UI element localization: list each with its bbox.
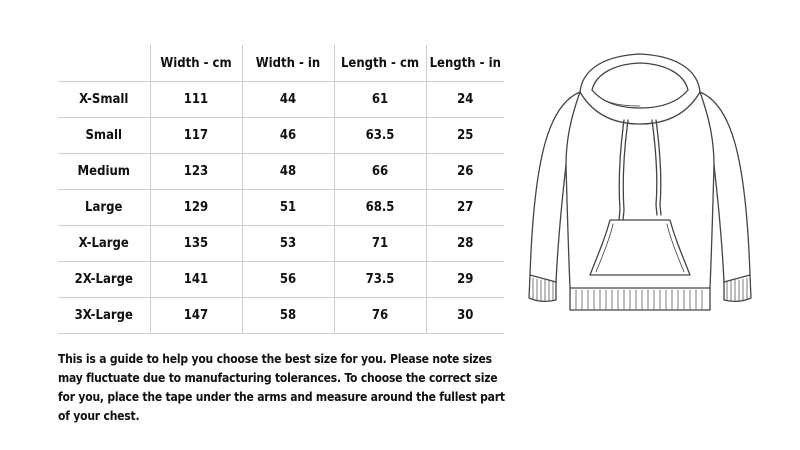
table-row [58,262,504,298]
width-in-cell: 53 [242,226,334,262]
size-label-cell: 2X-Large [58,262,150,298]
table-row [58,226,504,262]
width-in-cell: 56 [242,262,334,298]
width-cm-cell: 111 [150,82,242,118]
length-in-cell: 28 [426,226,504,262]
size-label-cell: 3X-Large [58,298,150,334]
table-row [58,190,504,226]
length-cm-cell: 66 [334,154,426,190]
width-in-cell: 51 [242,190,334,226]
width-in-cell: 46 [242,118,334,154]
length-cm-cell: 71 [334,226,426,262]
length-cm-cell: 76 [334,298,426,334]
table-row [58,118,504,154]
width-in-cell: 48 [242,154,334,190]
length-in-cell: 27 [426,190,504,226]
header-cell-width-in: Width - in [242,45,334,82]
length-cm-cell: 61 [334,82,426,118]
length-in-cell: 30 [426,298,504,334]
header-row [58,45,504,82]
header-cell-width-cm: Width - cm [150,45,242,82]
width-cm-cell: 147 [150,298,242,334]
length-in-cell: 26 [426,154,504,190]
width-in-cell: 44 [242,82,334,118]
size-label-cell: X-Small [58,82,150,118]
width-cm-cell: 123 [150,154,242,190]
size-label-cell: Large [58,190,150,226]
length-in-cell: 25 [426,118,504,154]
width-cm-cell: 117 [150,118,242,154]
size-guide-note: This is a guide to help you choose the best size for you. Please note sizes may fluctuate due to manufacturing tolerances. To choose the correct size for you, place the tape under the arms and measure around the fullest part of your chest. [58,352,505,423]
width-cm-cell: 135 [150,226,242,262]
header-cell-length-in: Length - in [426,45,504,82]
size-chart-table [58,45,504,334]
length-cm-cell: 68.5 [334,190,426,226]
table-row [58,154,504,190]
width-cm-cell: 141 [150,262,242,298]
table-row [58,82,504,118]
length-cm-cell: 63.5 [334,118,426,154]
width-in-cell: 58 [242,298,334,334]
length-cm-cell: 73.5 [334,262,426,298]
width-cm-cell: 129 [150,190,242,226]
header-cell-length-cm: Length - cm [334,45,426,82]
size-label-cell: Small [58,118,150,154]
length-in-cell: 29 [426,262,504,298]
table-row [58,298,504,334]
size-label-cell: X-Large [58,226,150,262]
hoodie-icon [520,50,760,320]
size-label-cell: Medium [58,154,150,190]
header-cell-size [58,45,150,82]
length-in-cell: 24 [426,82,504,118]
